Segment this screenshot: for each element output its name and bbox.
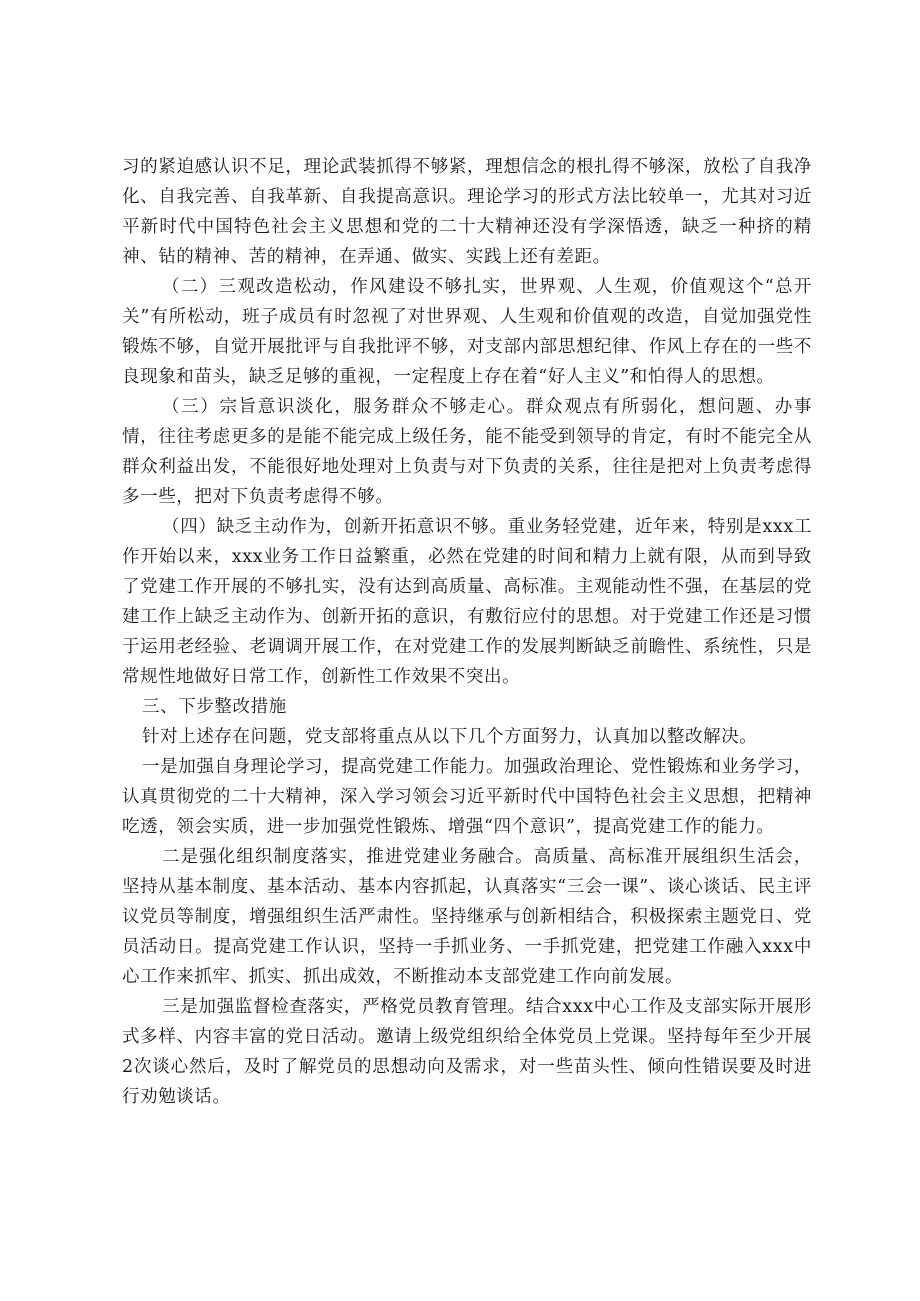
document-page	[122, 152, 812, 1112]
paragraph-measure-2: 二是强化组织制度落实，推进党建业务融合。高质量、高标准开展组织生活会，坚持从基本制度、基本活动、基本内容抓起，认真落实“三会一课”、谈心谈话、民主评议党员等制度，增强组织生活严肃性。坚持继承与创新相结合，积极探索主题党日、党员活动日。提高党建工作认识，坚持一手抓业务、一手抓党建，把党建工作融入xxx中心工作来抓牢、抓实、抓出成效，不断推动本支部党建工作向前发展。	[122, 847, 812, 987]
paragraph-measure-3: 三是加强监督检查落实，严格党员教育管理。结合xxx中心工作及支部实际开展形式多样、内容丰富的党日活动。邀请上级党组织给全体党员上党课。坚持每年至少开展2次谈心然后，及时了解党员的思想动向及需求，对一些苗头性、倾向性错误要及时进行劝勉谈话。	[122, 997, 812, 1107]
paragraph-issue-3: （三）宗旨意识淡化，服务群众不够走心。群众观点有所弱化，想问题、办事情，往往考虑更多的是能不能完成上级任务，能不能受到领导的肯定，有时不能完全从群众利益出发，不能很好地处理对上负责与对下负责的关系，往往是把对上负责考虑得多一些，把对下负责考虑得不够。	[122, 397, 812, 507]
paragraph-measure-1: 一是加强自身理论学习，提高党建工作能力。加强政治理论、党性锻炼和业务学习，认真贯彻党的二十大精神，深入学习领会习近平新时代中国特色社会主义思想，把精神吃透，领会实质，进一步加强党性锻炼、增强“四个意识”，提高党建工作的能力。	[122, 757, 812, 837]
section-heading-measures: 三、下步整改措施	[142, 697, 287, 717]
paragraph-measures-intro: 针对上述存在问题，党支部将重点从以下几个方面努力，认真加以整改解决。	[142, 727, 758, 747]
paragraph-issue-4: （四）缺乏主动作为，创新开拓意识不够。重业务轻党建，近年来，特别是xxx工作开始以来，xxx业务工作日益繁重，必然在党建的时间和精力上就有限，从而到导致了党建工作开展的不够扎实，没有达到高质量、高标准。主观能动性不强，在基层的党建工作上缺乏主动作为、创新开拓的意识，有敷衍应付的思想。对于党建工作还是习惯于运用老经验、老调调开展工作，在对党建工作的发展判断缺乏前瞻性、系统性，只是常规性地做好日常工作，创新性工作效果不突出。	[122, 517, 812, 687]
paragraph-continuation: 习的紧迫感认识不足，理论武装抓得不够紧，理想信念的根扎得不够深，放松了自我净化、自我完善、自我革新、自我提高意识。理论学习的形式方法比较单一，尤其对习近平新时代中国特色社会主义思想和党的二十大精神还没有学深悟透，缺乏一种挤的精神、钻的精神、苦的精神，在弄通、做实、实践上还有差距。	[122, 157, 812, 267]
paragraph-issue-2: （二）三观改造松动，作风建设不够扎实，世界观、人生观，价值观这个“总开关”有所松动，班子成员有时忽视了对世界观、人生观和价值观的改造，自觉加强党性锻炼不够，自觉开展批评与自我批评不够，对支部内部思想纪律、作风上存在的一些不良现象和苗头，缺乏足够的重视，一定程度上存在着“好人主义”和怕得人的思想。	[122, 277, 812, 387]
